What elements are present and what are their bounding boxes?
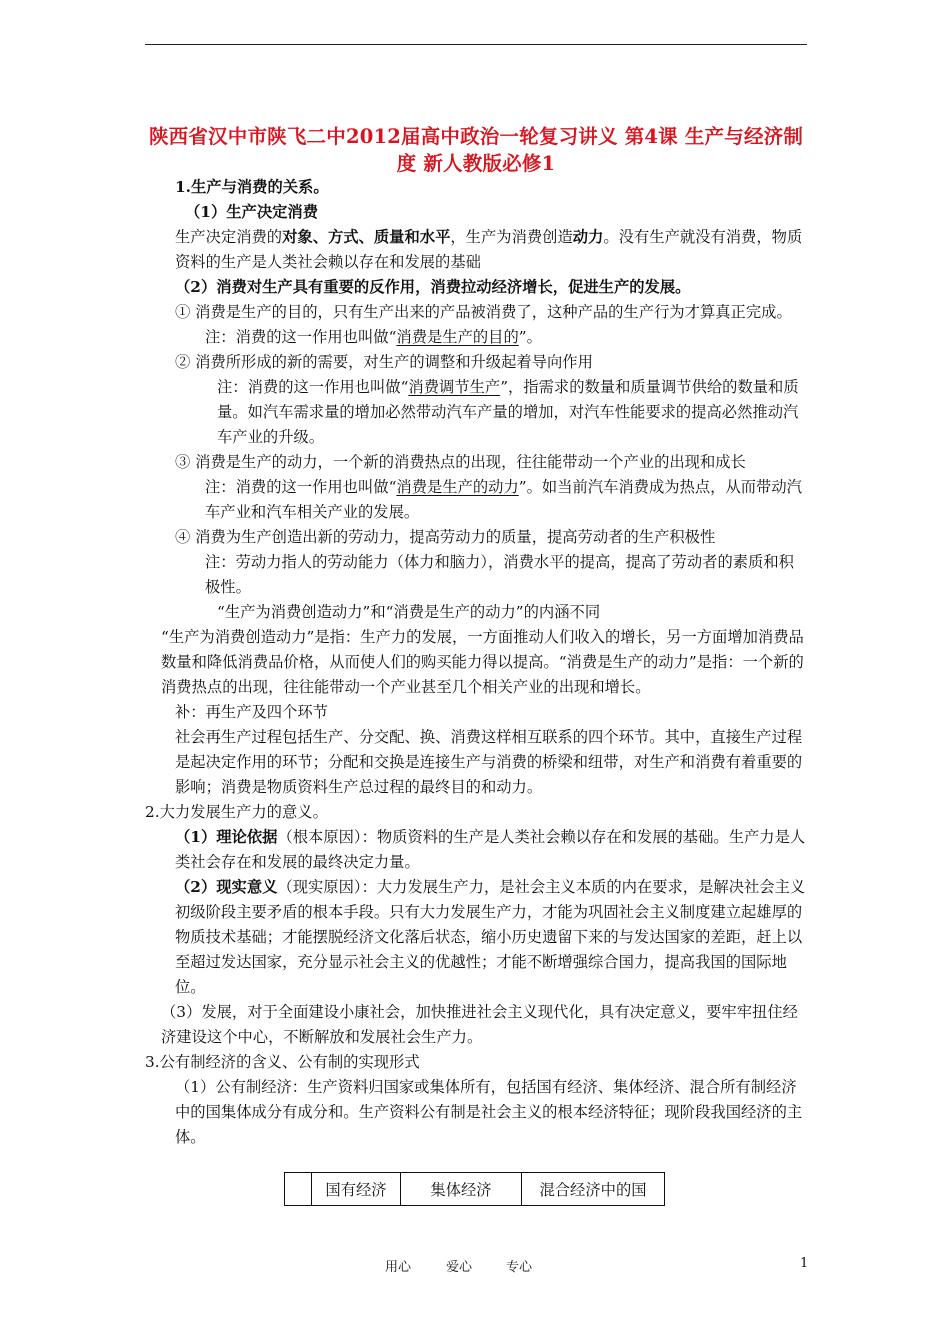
subheading-production-decides: （1）生产决定消费	[185, 203, 319, 221]
theory-basis: （1）理论依据（根本原因）：物质资料的生产是人类社会赖以存在和发展的基础。生产力是人类社会存在和发展的最终决定力量。	[175, 828, 806, 871]
footer-motto-2: 爱心	[446, 1260, 473, 1275]
note-4: 注：劳动力指人的劳动能力（体力和脑力），消费水平的提高，提高了劳动者的素质和积极性。	[205, 553, 794, 596]
point-4: ④ 消费为生产创造出新的劳动力，提高劳动力的质量，提高劳动者的生产积极性	[175, 528, 716, 546]
footer-motto-1: 用心	[385, 1260, 412, 1275]
note-3: 注：消费的这一作用也叫做“消费是生产的动力”。如当前汽车消费成为热点，从而带动汽车产业和汽车相关产业的发展。	[205, 478, 802, 521]
point-2: ② 消费所形成的新的需要，对生产的调整和升级起着导向作用	[175, 353, 593, 371]
table-cell: 国有经济	[312, 1173, 401, 1206]
point-3: ③ 消费是生产的动力，一个新的消费热点的出现，往往能带动一个产业的出现和成长	[175, 453, 746, 471]
practical-significance: （2）现实意义（现实原因）：大力发展生产力，是社会主义本质的内在要求，是解决社会主义初级阶段主要矛盾的根本手段。只有大力发展生产力，才能为巩固社会主义制度建立起雄厚的物质技术基础；才能摆脱经济文化落后状态，缩小历史遗留下来的与发达国家的差距，赶上以至超过发达国家，充分显示社会主义的优越性；才能不断增强综合国力，提高我国的国际地位。	[175, 878, 806, 996]
document-title: 陕西省汉中市陕飞二中2012届高中政治一轮复习讲义 第4课 生产与经济制度 新人教版必修1	[148, 125, 804, 175]
section-3-heading: 3.公有制经济的含义、公有制的实现形式	[145, 1053, 420, 1071]
supplement-heading: 补：再生产及四个环节	[175, 703, 328, 721]
development-significance: （3）发展，对于全面建设小康社会，加快推进社会主义现代化，具有决定意义，要牢牢扭住经济建设这个中心，不断解放和发展社会生产力。	[161, 1003, 798, 1046]
public-ownership-text: （1）公有制经济：生产资料归国家或集体所有，包括国有经济、集体经济、混合所有制经济中的国集体成分有成分和。生产资料公有制是社会主义的根本经济特征；现阶段我国经济的主体。	[175, 1078, 803, 1146]
table-row	[285, 1173, 665, 1206]
comparison-heading: “生产为消费创造动力”和“消费是生产的动力”的内涵不同	[217, 603, 601, 621]
point-1: ① 消费是生产的目的，只有生产出来的产品被消费了，这种产品的生产行为才算真正完成。	[175, 303, 792, 321]
paragraph-production-decides: 生产决定消费的对象、方式、质量和水平，生产为消费创造动力。没有生产就没有消费，物质资料的生产是人类社会赖以存在和发展的基础	[175, 228, 803, 271]
comparison-text: “生产为消费创造动力”是指：生产力的发展，一方面推动人们收入的增长，另一方面增加消费品数量和降低消费品价格，从而使人们的购买能力得以提高。“消费是生产的动力”是指：一个新的消费热点的出现，往往能带动一个产业甚至几个相关产业的出现和增长。	[161, 628, 804, 696]
table-cell	[285, 1173, 312, 1206]
header-rule	[145, 44, 807, 45]
note-1: 注：消费的这一作用也叫做“消费是生产的目的”。	[205, 328, 542, 346]
ownership-table	[284, 1172, 665, 1206]
table-cell: 混合经济中的国	[522, 1173, 665, 1206]
document-body	[145, 175, 807, 1150]
section-1-heading: 1.生产与消费的关系。	[175, 178, 329, 196]
note-2: 注：消费的这一作用也叫做“消费调节生产”，指需求的数量和质量调节供给的数量和质量。如汽车需求量的增加必然带动汽车产量的增加，对汽车性能要求的提高必然推动汽车产业的升级。	[217, 378, 799, 446]
subheading-consumption-reacts: （2）消费对生产具有重要的反作用，消费拉动经济增长，促进生产的发展。	[175, 278, 691, 296]
supplement-text: 社会再生产过程包括生产、分交配、换、消费这样相互联系的四个环节。其中，直接生产过程是起决定作用的环节；分配和交换是连接生产与消费的桥梁和纽带，对生产和消费有着重要的影响；消费是物质资料生产总过程的最终目的和动力。	[175, 728, 803, 796]
table-cell: 集体经济	[401, 1173, 522, 1206]
page-number: 1	[800, 1256, 809, 1271]
section-2-heading: 2.大力发展生产力的意义。	[145, 803, 328, 821]
footer-motto-3: 专心	[506, 1260, 533, 1275]
